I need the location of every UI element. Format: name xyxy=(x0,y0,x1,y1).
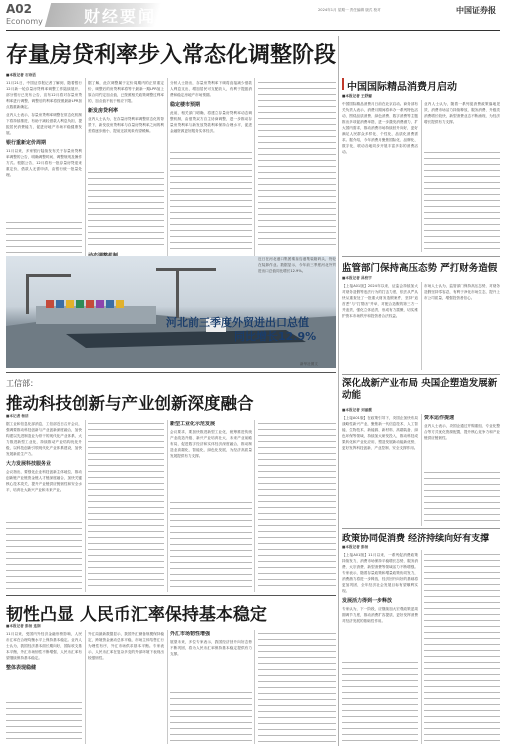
tech-subhead: 新型工业化示范发展 xyxy=(170,421,216,427)
rmb-subhead: 整体表现稳健 xyxy=(6,665,37,671)
policy-paragraph: 专家认为，下一阶段，应继续加大宏观政策逆周期调节力度，推动消费扩容提质，更好发挥消费对经济发展的基础性作用。 xyxy=(342,607,418,623)
column-divider xyxy=(85,420,86,592)
consumption-headline: 中国国际精品消费月启动 xyxy=(347,82,457,93)
soe-headline-1 xyxy=(342,378,502,402)
tech-paragraph: 据工业和信息化部消息，工信部近日召开会议，强调要推动科技创新与产业创新深度融合，加快构建以先进制造业为骨干的现代化产业体系，大力推进新型工业化，持续推动产业结构优化升级，以科技创新引领现代化产业体系建设，加快发展新质生产力。 xyxy=(6,422,82,456)
soe-filler xyxy=(424,470,500,526)
tech-filler xyxy=(6,520,82,590)
photo-credit: 新华社图文 xyxy=(300,362,318,366)
rmb-byline: ■本报记者 彭扬 连润 xyxy=(6,624,41,628)
section-rule xyxy=(342,374,500,375)
rmb-filler xyxy=(6,700,82,744)
section-label: Economy xyxy=(6,17,43,26)
column-divider xyxy=(421,100,422,252)
section-rule xyxy=(6,372,336,373)
masthead-rule xyxy=(6,30,500,31)
consumption-paragraph: 中国国际精品消费月日前在北京启动。商务部有关负责人表示，消费月期间将举办一系列特色活动，围绕品质消费、绿色消费、数字消费等主题推出多项促消费举措，进一步激发消费潜力，扩大国内需求，推动消费市场持续回升向好，更好满足人民群众多样化、个性化、品质化消费需求。据介绍，今年消费月聚焦国际化、品牌化、数字化，联动各地同步开展丰富多彩的消费活动。 xyxy=(342,102,418,154)
policy-paragraph: 【上接A01版】11月以来，一系列促消费政策持续发力，消费市场保持平稳增长态势，服务消费、大宗消费、新型消费等领域活力不断增强。专家表示，随着存量政策和增量政策协同发力，消费潜力将进一步释放，经济回升向好的基础将更加巩固，全年经济社会发展目标有望顺利实现。 xyxy=(342,553,418,593)
policy-filler xyxy=(424,552,500,744)
consumption-body xyxy=(342,101,418,251)
tech-paragraph: 会议要求，要加快推进新型工业化，统筹推进传统产业改造升级、新兴产业培育壮大、未来产业前瞻布局，促进数字经济和实体经济深度融合，推动制造业高端化、智能化、绿色化发展，为经济高质量发展提供有力支撑。 xyxy=(170,430,252,458)
consumption-filler xyxy=(424,150,500,250)
soe-byline: ■本报记者 刘丽靓 xyxy=(342,408,372,412)
tech-headline: 推动科技创新与产业创新深度融合 xyxy=(6,394,254,413)
photo-caption-title: 河北前三季度外贸进出口总值 xyxy=(166,316,309,329)
page-divider xyxy=(338,36,339,746)
tech-filler xyxy=(258,421,336,591)
column-divider xyxy=(421,414,422,526)
column-divider xyxy=(85,630,86,744)
supervision-paragraph: 市场人士认为，监管部门保持高压态势，对财务造假坚持零容忍，有利于净化市场生态，提升上市公司质量，增强投资者信心。 xyxy=(424,284,500,300)
policy-filler xyxy=(342,660,418,744)
soe-paragraph: 【上接A01版】在政策引导下，央国企加快布局战略性新兴产业，聚焦新一代信息技术、人工智能、生物技术、新能源、新材料、高端装备、绿色环保等领域，持续加大研发投入，推动科技成果转化和产业化应用，塑造发展新动能新优势，更好发挥科技创新、产业控制、安全支撑作用。 xyxy=(342,416,418,450)
supervision-byline: ■本报记者 昌校宇 xyxy=(342,276,372,280)
lead-paragraph: 此前，相关部门明确，将建立存量房贷利率动态调整机制，由借贷双方自主协商调整，进一步推动存量房贷利率与新发放贷款利率保持合理水平，促进金融资源更好服务实体经济。 xyxy=(170,111,252,133)
lead-paragraph: 11月以来，多家银行陆续发布关于存量房贷利率调整的公告，明确调整时间、调整规则及操作方式。根据公告，12月将有一批存量房贷迎来重定价，借款人无需申请，由银行统一批量处理。 xyxy=(6,149,82,177)
soe-subhead: 资本运作提速 xyxy=(424,415,455,421)
policy-byline: ■本报记者 彭扬 xyxy=(342,545,369,549)
tech-paragraph: 会议指出，要强化企业科技创新主体地位，推动创新链产业链资金链人才链深度融合，加快关键核心技术攻关，提升产业链供应链韧性和安全水平，培育壮大新兴产业和未来产业。 xyxy=(6,470,82,492)
consumption-byline: ■本报记者 王舒嫄 xyxy=(342,94,372,98)
lead-paragraph: 11月21日，中国证券报记者了解到，随着银行12月新一轮存量房贷利率调整工作陆续展开，部分银行已发布公告，宣布12月将对存量房贷利率进行调整，调整后的利率将按照最新LPR加点数重新确定。 xyxy=(6,81,82,109)
lead-paragraph: 据了解，此次调整属于定价周期内的正常重定价，调整后的房贷利率将等于最新一期LPR加上原合同约定加点值，已按照相关政策调整过利率的，加点值不低于相应下限。 xyxy=(88,81,164,103)
supervision-body xyxy=(342,283,418,369)
column-divider xyxy=(167,630,168,744)
rmb-subhead: 外汇市场韧性增强 xyxy=(170,631,211,637)
lead-subhead: 银行重新定价周期 xyxy=(6,140,47,146)
supervision-paragraph: 【上接A01版】2024年以来，证监会持续加大对财务造假等违法行为的打击力度，依法从严从快从重查处了一批重大财务造假案件，坚持“追首恶”与“打帮凶”并举，对配合造假的第三方一并追责，强化立体追责，形成有力震慑，切实维护资本市场秩序和投资者合法权益。 xyxy=(342,284,418,318)
rmb-paragraph: 11月以来，受国内外经济金融形势影响，人民币汇率在合理均衡水平上保持基本稳定。业内人士认为，我国经济基本面长期向好，国际收支基本平衡，外汇市场韧性不断增强，人民币汇率有望继续保持基本稳定。 xyxy=(6,632,82,660)
lead-headline: 存量房贷利率步入常态化调整阶段 xyxy=(6,43,337,68)
tech-subhead: 大力发展科技服务业 xyxy=(6,461,52,467)
page-number: A02 xyxy=(6,2,32,16)
rmb-paragraph: 外汇局最新数据显示，我国外汇储备规模保持稳定，跨境资金流动总体平稳，市场主体结售汇行为理性有序，外汇市场供求基本平衡。专家表示，人民币汇率在复杂多变的外部环境下表现出较强韧性。 xyxy=(88,632,164,660)
masthead xyxy=(0,0,506,34)
photo-note xyxy=(258,256,336,336)
policy-headline: 政策协同促消费 经济持续向好有支撑 xyxy=(342,534,490,544)
column-divider xyxy=(421,282,422,370)
tech-kicker: 工信部： xyxy=(6,379,38,388)
tech-filler xyxy=(88,421,164,591)
rmb-column-2 xyxy=(88,631,164,745)
dateline: 2024年1月 星期一 责任编辑 版式 校对 xyxy=(318,8,381,12)
consumption-paragraph: 业内人士认为，随着一系列促消费政策落地见效，消费市场活力持续释放，服务消费、升级类消费增长较快，新型消费业态不断涌现，为经济增长提供有力支撑。 xyxy=(424,102,500,124)
brand-name: 中国证券报 xyxy=(456,5,496,15)
policy-subhead: 发展活力得到一步释放 xyxy=(342,598,393,604)
soe-body xyxy=(342,415,418,525)
rmb-headline: 韧性凸显 人民币汇率保持基本稳定 xyxy=(6,605,267,625)
lead-paragraph: 业内人士认为，在存量房贷利率调整常态化的背景下，新发放房贷利率与存量房贷利率之间的利差将逐步缩小，提前还款现象有望缓解。 xyxy=(88,117,164,133)
lead-paragraph: 业内人士表示，存量房贷利率调整在常态化机制下将持续推进，有助于减轻借款人利息负担，提振居民消费能力，促进房地产市场平稳健康发展。 xyxy=(6,113,82,135)
soe-headline-text: 深化战新产业布局 央国企塑造发展新动能 xyxy=(342,378,498,401)
photo-caption-value: 同比增长12.9% xyxy=(234,330,317,343)
section-rule xyxy=(342,528,500,529)
column-divider xyxy=(421,550,422,744)
lead-column-2-filler xyxy=(88,170,164,248)
rmb-filler xyxy=(258,631,336,744)
tech-byline: ■本记者 杨洁 xyxy=(6,414,29,418)
rmb-paragraph: 展望未来，多位专家表示，我国经济回升向好态势不断巩固，将为人民币汇率保持基本稳定提供有力支撑。 xyxy=(170,640,252,656)
supervision-body-2 xyxy=(424,283,500,369)
section-rule xyxy=(342,256,500,257)
lead-column-3-filler xyxy=(170,150,252,250)
column-title: 财经要闻 xyxy=(84,7,157,26)
section-rule xyxy=(6,595,336,596)
right-filler xyxy=(258,80,336,250)
supervision-headline: 监管部门保持高压态势 严打财务造假 xyxy=(342,263,498,274)
accent-bar xyxy=(342,78,344,90)
soe-paragraph: 业内人士表示，央国企通过并购重组、专业化整合等方式优化资源配置，提升核心竞争力和产业链供应链韧性。 xyxy=(424,424,500,440)
rmb-filler xyxy=(170,690,252,744)
lead-subhead: 稳定楼市预期 xyxy=(170,102,201,108)
lead-paragraph: 分析人士指出，存量房贷利率下调将直接减少借款人利息支出，增加居民可支配收入，有利于提振消费和稳定房地产市场预期。 xyxy=(170,81,252,97)
lead-subhead: 新发房贷利率 xyxy=(88,108,119,114)
photo-note-text: 近日在河北港口集团秦皇岛港集装箱码头，货轮在装卸作业。数据显示，今年前三季度河北外贸进出口总值同比增长12.9%。 xyxy=(258,257,336,273)
tech-filler xyxy=(170,500,252,590)
column-divider xyxy=(254,630,255,744)
lead-byline: ■本报记者 石诗语 xyxy=(6,73,36,77)
column-divider xyxy=(254,420,255,592)
column-divider xyxy=(167,420,168,592)
